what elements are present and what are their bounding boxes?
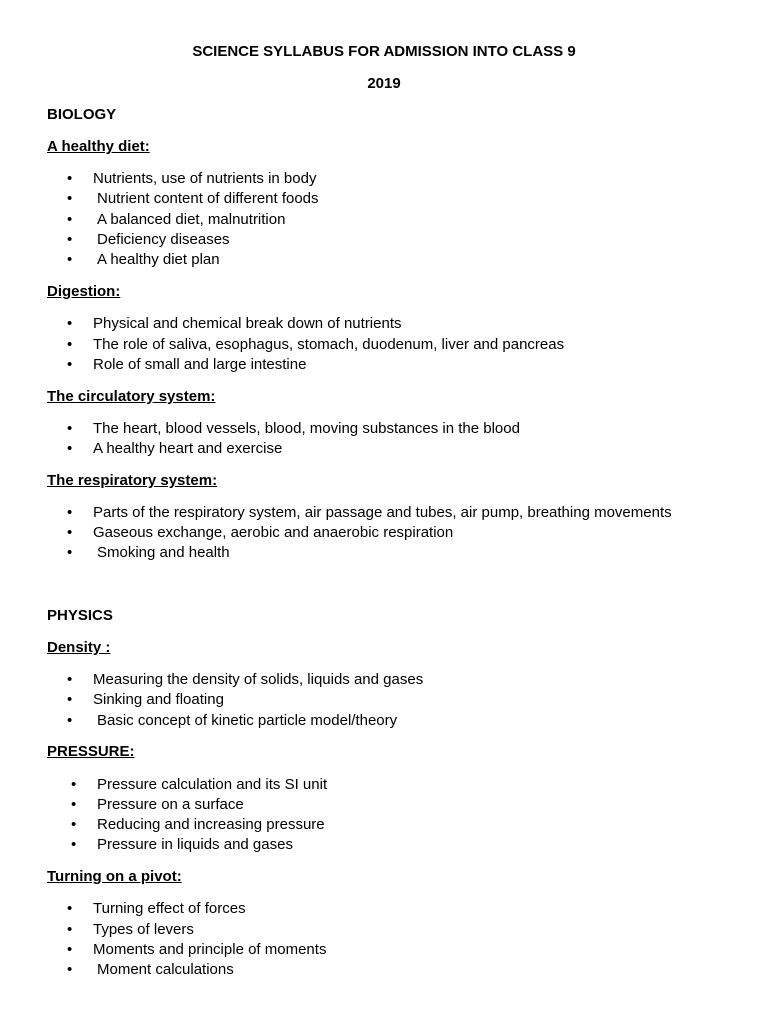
bullet-icon: • (67, 671, 73, 688)
section-heading-healthy-diet: A healthy diet: (47, 138, 150, 155)
physics-heading: PHYSICS (47, 607, 113, 624)
bullet-icon: • (67, 544, 73, 561)
list-item-text: The role of saliva, esophagus, stomach, duodenum, liver and pancreas (93, 336, 565, 353)
bullet-icon: • (67, 211, 73, 228)
list-item-text: Nutrients, use of nutrients in body (93, 170, 317, 187)
bullet-icon: • (67, 231, 73, 248)
bullet-icon: • (67, 170, 73, 187)
bullet-icon: • (67, 336, 73, 353)
list-item-text: A healthy heart and exercise (93, 440, 283, 457)
biology-heading: BIOLOGY (47, 106, 117, 123)
list-item-text: Deficiency diseases (97, 231, 230, 248)
list-item-text: Measuring the density of solids, liquids and gases (93, 671, 424, 688)
list-item-text: Basic concept of kinetic particle model/theory (97, 712, 398, 729)
list-item-text: Smoking and health (97, 544, 230, 561)
bullet-icon: • (67, 190, 73, 207)
document-year: 2019 (367, 75, 401, 92)
bullet-icon: • (67, 356, 73, 373)
list-item-text: Types of levers (93, 921, 194, 938)
list-item-text: Role of small and large intestine (93, 356, 307, 373)
bullet-icon: • (67, 315, 73, 332)
bullet-icon: • (67, 961, 73, 978)
bullet-icon: • (67, 251, 73, 268)
list-item-text: A healthy diet plan (97, 251, 220, 268)
document-title: SCIENCE SYLLABUS FOR ADMISSION INTO CLASS 9 (192, 43, 576, 60)
list-item-text: Turning effect of forces (93, 900, 246, 917)
list-item-text: Moment calculations (97, 961, 234, 978)
bullet-icon: • (67, 712, 73, 729)
bullet-icon: • (67, 504, 73, 521)
bullet-icon: • (71, 816, 77, 833)
list-item-text: Reducing and increasing pressure (97, 816, 325, 833)
list-item-text: A balanced diet, malnutrition (97, 211, 286, 228)
bullet-icon: • (67, 691, 73, 708)
list-item-text: Nutrient content of different foods (97, 190, 319, 207)
section-heading-respiratory-system: The respiratory system: (47, 472, 218, 489)
list-item-text: Parts of the respiratory system, air passage and tubes, air pump, breathing movements (93, 504, 672, 521)
bullet-icon: • (71, 796, 77, 813)
bullet-icon: • (67, 941, 73, 958)
bullet-icon: • (71, 836, 77, 853)
list-item-text: Pressure calculation and its SI unit (97, 776, 328, 793)
bullet-icon: • (71, 776, 77, 793)
section-heading-circulatory-system: The circulatory system: (47, 388, 216, 405)
section-heading-pressure: PRESSURE: (47, 743, 135, 760)
section-heading-turning-on-a-pivot: Turning on a pivot: (47, 868, 182, 885)
bullet-icon: • (67, 420, 73, 437)
bullet-icon: • (67, 921, 73, 938)
list-item-text: Pressure in liquids and gases (97, 836, 293, 853)
bullet-icon: • (67, 524, 73, 541)
list-item-text: Pressure on a surface (97, 796, 244, 813)
list-item-text: The heart, blood vessels, blood, moving substances in the blood (93, 420, 520, 437)
bullet-icon: • (67, 900, 73, 917)
list-item-text: Sinking and floating (93, 691, 224, 708)
list-item-text: Gaseous exchange, aerobic and anaerobic respiration (93, 524, 454, 541)
bullet-icon: • (67, 440, 73, 457)
section-heading-density: Density : (47, 639, 111, 656)
list-item-text: Physical and chemical break down of nutrients (93, 315, 402, 332)
list-item-text: Moments and principle of moments (93, 941, 327, 958)
section-heading-digestion: Digestion: (47, 283, 121, 300)
